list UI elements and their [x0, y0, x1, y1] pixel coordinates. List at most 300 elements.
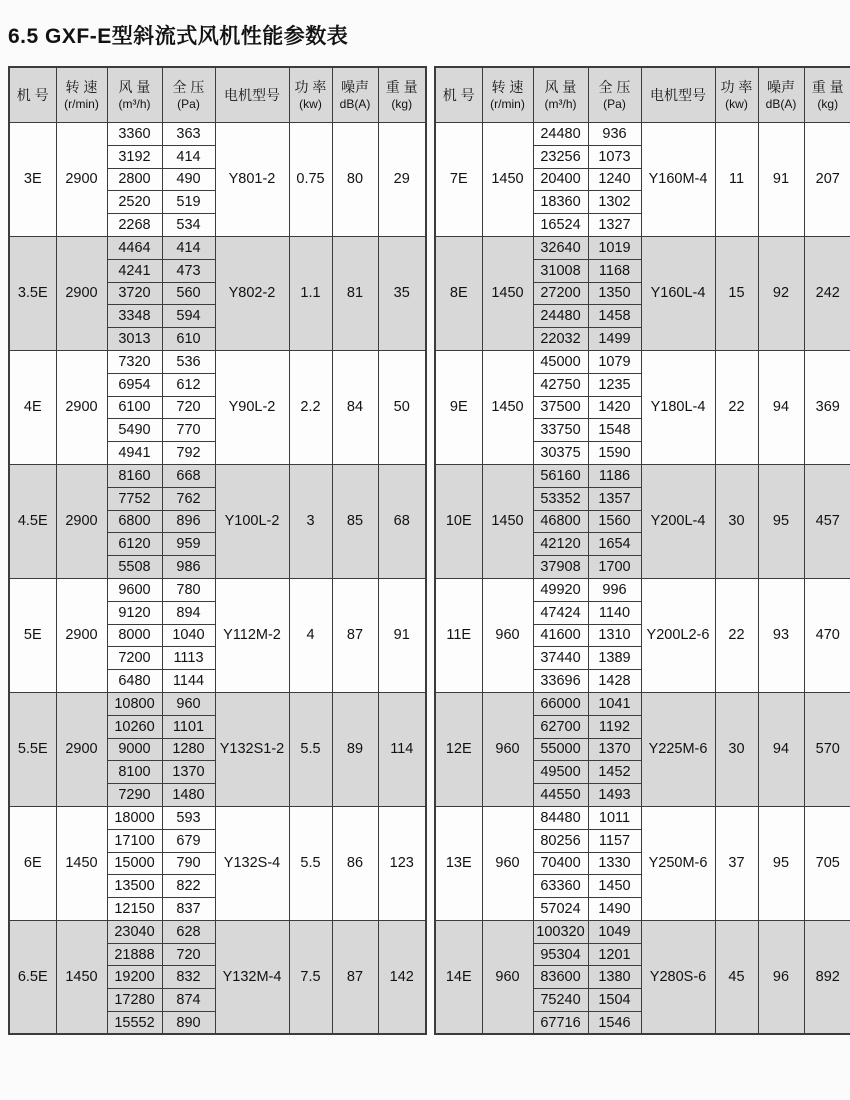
airflow-cell: 53352 — [533, 487, 588, 510]
motor-cell: Y160L-4 — [641, 236, 715, 350]
airflow-cell: 22032 — [533, 328, 588, 351]
speed-cell: 1450 — [482, 350, 533, 464]
weight-cell: 457 — [804, 464, 850, 578]
model-cell: 6.5E — [9, 920, 56, 1034]
airflow-cell: 9120 — [107, 601, 162, 624]
column-label: 重 量 — [385, 78, 418, 95]
motor-cell: Y802-2 — [215, 236, 289, 350]
table-header — [435, 67, 850, 123]
motor-cell: Y200L-4 — [641, 464, 715, 578]
airflow-cell: 49500 — [533, 761, 588, 784]
pressure-cell: 1144 — [162, 670, 215, 693]
noise-cell: 96 — [758, 920, 804, 1034]
fan-data-row — [435, 350, 850, 373]
airflow-cell: 4464 — [107, 236, 162, 259]
pressure-cell: 519 — [162, 191, 215, 214]
pressure-cell: 792 — [162, 442, 215, 465]
noise-cell: 95 — [758, 806, 804, 920]
column-label: 噪声 — [341, 78, 369, 95]
fan-performance-table-right — [434, 66, 850, 1035]
pressure-cell: 1049 — [588, 920, 641, 943]
pressure-cell: 668 — [162, 464, 215, 487]
model-cell: 14E — [435, 920, 482, 1034]
airflow-cell: 2268 — [107, 214, 162, 237]
fan-data-row — [435, 123, 850, 146]
airflow-cell: 62700 — [533, 715, 588, 738]
airflow-cell: 10800 — [107, 692, 162, 715]
pressure-cell: 1330 — [588, 852, 641, 875]
noise-cell: 92 — [758, 236, 804, 350]
column-label: 重 量 — [811, 78, 844, 95]
column-label: 全 压 — [172, 78, 205, 95]
pressure-cell: 1168 — [588, 259, 641, 282]
airflow-cell: 37500 — [533, 396, 588, 419]
pressure-cell: 936 — [588, 123, 641, 146]
pressure-cell: 593 — [162, 806, 215, 829]
airflow-cell: 6954 — [107, 373, 162, 396]
column-header-noise — [758, 67, 804, 123]
pressure-cell: 594 — [162, 305, 215, 328]
column-header-power — [289, 67, 332, 123]
airflow-cell: 55000 — [533, 738, 588, 761]
column-header-airflow — [533, 67, 588, 123]
airflow-cell: 9600 — [107, 578, 162, 601]
noise-cell: 87 — [332, 920, 378, 1034]
column-unit: (r/min) — [490, 96, 525, 111]
speed-cell: 1450 — [482, 236, 533, 350]
weight-cell: 369 — [804, 350, 850, 464]
airflow-cell: 12150 — [107, 898, 162, 921]
pressure-cell: 1380 — [588, 966, 641, 989]
airflow-cell: 37440 — [533, 647, 588, 670]
fan-performance-table-left — [8, 66, 427, 1035]
motor-cell: Y112M-2 — [215, 578, 289, 692]
column-unit: (m³/h) — [118, 96, 151, 111]
airflow-cell: 37908 — [533, 556, 588, 579]
pressure-cell: 1499 — [588, 328, 641, 351]
pressure-cell: 628 — [162, 920, 215, 943]
fan-data-row — [9, 578, 426, 601]
airflow-cell: 6120 — [107, 533, 162, 556]
pressure-cell: 960 — [162, 692, 215, 715]
power-cell: 3 — [289, 464, 332, 578]
weight-cell: 892 — [804, 920, 850, 1034]
column-label: 电机型号 — [650, 86, 706, 103]
fan-data-row — [435, 578, 850, 601]
pressure-cell: 414 — [162, 236, 215, 259]
weight-cell: 91 — [378, 578, 426, 692]
noise-cell: 94 — [758, 350, 804, 464]
airflow-cell: 41600 — [533, 624, 588, 647]
airflow-cell: 3192 — [107, 145, 162, 168]
fan-data-row — [435, 692, 850, 715]
pressure-cell: 996 — [588, 578, 641, 601]
pressure-cell: 1041 — [588, 692, 641, 715]
airflow-cell: 18360 — [533, 191, 588, 214]
weight-cell: 123 — [378, 806, 426, 920]
fan-data-row — [435, 464, 850, 487]
column-header-speed — [56, 67, 107, 123]
airflow-cell: 70400 — [533, 852, 588, 875]
pressure-cell: 890 — [162, 1012, 215, 1035]
airflow-cell: 30375 — [533, 442, 588, 465]
motor-cell: Y160M-4 — [641, 123, 715, 237]
page-title: 6.5 GXF-E型斜流式风机性能参数表 — [8, 25, 349, 48]
airflow-cell: 80256 — [533, 829, 588, 852]
model-cell: 13E — [435, 806, 482, 920]
column-header-model — [9, 67, 56, 123]
pressure-cell: 1370 — [162, 761, 215, 784]
weight-cell: 207 — [804, 123, 850, 237]
power-cell: 1.1 — [289, 236, 332, 350]
fan-data-row — [9, 806, 426, 829]
column-header-motor — [641, 67, 715, 123]
power-cell: 45 — [715, 920, 758, 1034]
column-header-airflow — [107, 67, 162, 123]
power-cell: 22 — [715, 350, 758, 464]
pressure-cell: 1280 — [162, 738, 215, 761]
airflow-cell: 17280 — [107, 989, 162, 1012]
pressure-cell: 894 — [162, 601, 215, 624]
airflow-cell: 3360 — [107, 123, 162, 146]
pressure-cell: 1450 — [588, 875, 641, 898]
speed-cell: 960 — [482, 692, 533, 806]
airflow-cell: 4241 — [107, 259, 162, 282]
airflow-cell: 19200 — [107, 966, 162, 989]
pressure-cell: 363 — [162, 123, 215, 146]
airflow-cell: 8000 — [107, 624, 162, 647]
column-unit: (kg) — [817, 96, 839, 111]
speed-cell: 1450 — [56, 806, 107, 920]
column-header-speed — [482, 67, 533, 123]
fan-data-row — [9, 692, 426, 715]
pressure-cell: 1157 — [588, 829, 641, 852]
pressure-cell: 1357 — [588, 487, 641, 510]
column-unit: dB(A) — [765, 96, 797, 111]
pressure-cell: 1113 — [162, 647, 215, 670]
column-unit: (kw) — [725, 96, 748, 111]
model-cell: 9E — [435, 350, 482, 464]
column-label: 功 率 — [720, 78, 753, 95]
weight-cell: 142 — [378, 920, 426, 1034]
airflow-cell: 3720 — [107, 282, 162, 305]
airflow-cell: 15552 — [107, 1012, 162, 1035]
airflow-cell: 4941 — [107, 442, 162, 465]
column-unit: (kg) — [391, 96, 413, 111]
noise-cell: 87 — [332, 578, 378, 692]
airflow-cell: 13500 — [107, 875, 162, 898]
pressure-cell: 1370 — [588, 738, 641, 761]
airflow-cell: 32640 — [533, 236, 588, 259]
pressure-cell: 770 — [162, 419, 215, 442]
column-label: 电机型号 — [224, 86, 280, 103]
airflow-cell: 31008 — [533, 259, 588, 282]
airflow-cell: 2520 — [107, 191, 162, 214]
airflow-cell: 75240 — [533, 989, 588, 1012]
airflow-cell: 33696 — [533, 670, 588, 693]
column-header-noise — [332, 67, 378, 123]
airflow-cell: 47424 — [533, 601, 588, 624]
airflow-cell: 16524 — [533, 214, 588, 237]
column-unit: (m³/h) — [544, 96, 577, 111]
power-cell: 0.75 — [289, 123, 332, 237]
fan-data-row — [9, 123, 426, 146]
pressure-cell: 959 — [162, 533, 215, 556]
power-cell: 15 — [715, 236, 758, 350]
pressure-cell: 1490 — [588, 898, 641, 921]
airflow-cell: 8100 — [107, 761, 162, 784]
pressure-cell: 1192 — [588, 715, 641, 738]
airflow-cell: 21888 — [107, 943, 162, 966]
airflow-cell: 67716 — [533, 1012, 588, 1035]
noise-cell: 91 — [758, 123, 804, 237]
column-label: 风 量 — [118, 78, 151, 95]
column-unit: (Pa) — [603, 96, 626, 111]
airflow-cell: 6800 — [107, 510, 162, 533]
noise-cell: 95 — [758, 464, 804, 578]
motor-cell: Y801-2 — [215, 123, 289, 237]
pressure-cell: 832 — [162, 966, 215, 989]
airflow-cell: 42120 — [533, 533, 588, 556]
weight-cell: 29 — [378, 123, 426, 237]
motor-cell: Y180L-4 — [641, 350, 715, 464]
column-header-model — [435, 67, 482, 123]
pressure-cell: 1654 — [588, 533, 641, 556]
motor-cell: Y100L-2 — [215, 464, 289, 578]
model-cell: 6E — [9, 806, 56, 920]
model-cell: 4.5E — [9, 464, 56, 578]
motor-cell: Y250M-6 — [641, 806, 715, 920]
pressure-cell: 1235 — [588, 373, 641, 396]
pressure-cell: 1140 — [588, 601, 641, 624]
pressure-cell: 610 — [162, 328, 215, 351]
airflow-cell: 66000 — [533, 692, 588, 715]
pressure-cell: 837 — [162, 898, 215, 921]
fan-data-row — [9, 464, 426, 487]
speed-cell: 2900 — [56, 464, 107, 578]
pressure-cell: 1327 — [588, 214, 641, 237]
pressure-cell: 1011 — [588, 806, 641, 829]
speed-cell: 1450 — [482, 464, 533, 578]
motor-cell: Y225M-6 — [641, 692, 715, 806]
model-cell: 12E — [435, 692, 482, 806]
pressure-cell: 490 — [162, 168, 215, 191]
tables-container — [8, 66, 842, 1035]
pressure-cell: 414 — [162, 145, 215, 168]
pressure-cell: 1458 — [588, 305, 641, 328]
power-cell: 11 — [715, 123, 758, 237]
power-cell: 30 — [715, 464, 758, 578]
motor-cell: Y90L-2 — [215, 350, 289, 464]
airflow-cell: 10260 — [107, 715, 162, 738]
weight-cell: 50 — [378, 350, 426, 464]
weight-cell: 242 — [804, 236, 850, 350]
pressure-cell: 612 — [162, 373, 215, 396]
power-cell: 37 — [715, 806, 758, 920]
pressure-cell: 1201 — [588, 943, 641, 966]
weight-cell: 35 — [378, 236, 426, 350]
airflow-cell: 5490 — [107, 419, 162, 442]
fan-data-row — [9, 920, 426, 943]
airflow-cell: 8160 — [107, 464, 162, 487]
speed-cell: 2900 — [56, 236, 107, 350]
pressure-cell: 1590 — [588, 442, 641, 465]
pressure-cell: 896 — [162, 510, 215, 533]
power-cell: 5.5 — [289, 692, 332, 806]
pressure-cell: 1101 — [162, 715, 215, 738]
model-cell: 3E — [9, 123, 56, 237]
motor-cell: Y280S-6 — [641, 920, 715, 1034]
fan-data-row — [435, 920, 850, 943]
pressure-cell: 1389 — [588, 647, 641, 670]
column-label: 风 量 — [544, 78, 577, 95]
airflow-cell: 63360 — [533, 875, 588, 898]
weight-cell: 705 — [804, 806, 850, 920]
pressure-cell: 720 — [162, 396, 215, 419]
pressure-cell: 1504 — [588, 989, 641, 1012]
column-label: 机 号 — [442, 86, 475, 103]
pressure-cell: 1350 — [588, 282, 641, 305]
pressure-cell: 1548 — [588, 419, 641, 442]
model-cell: 3.5E — [9, 236, 56, 350]
airflow-cell: 5508 — [107, 556, 162, 579]
fan-data-row — [9, 236, 426, 259]
model-cell: 5.5E — [9, 692, 56, 806]
column-unit: (Pa) — [177, 96, 200, 111]
model-cell: 8E — [435, 236, 482, 350]
column-label: 噪声 — [767, 78, 795, 95]
motor-cell: Y132S-4 — [215, 806, 289, 920]
pressure-cell: 822 — [162, 875, 215, 898]
column-header-power — [715, 67, 758, 123]
pressure-cell: 1310 — [588, 624, 641, 647]
speed-cell: 960 — [482, 806, 533, 920]
model-cell: 11E — [435, 578, 482, 692]
airflow-cell: 84480 — [533, 806, 588, 829]
airflow-cell: 95304 — [533, 943, 588, 966]
weight-cell: 470 — [804, 578, 850, 692]
pressure-cell: 874 — [162, 989, 215, 1012]
pressure-cell: 1186 — [588, 464, 641, 487]
motor-cell: Y200L2-6 — [641, 578, 715, 692]
column-header-weight — [804, 67, 850, 123]
pressure-cell: 790 — [162, 852, 215, 875]
speed-cell: 960 — [482, 920, 533, 1034]
airflow-cell: 46800 — [533, 510, 588, 533]
speed-cell: 960 — [482, 578, 533, 692]
pressure-cell: 1079 — [588, 350, 641, 373]
motor-cell: Y132S1-2 — [215, 692, 289, 806]
speed-cell: 2900 — [56, 350, 107, 464]
airflow-cell: 6100 — [107, 396, 162, 419]
pressure-cell: 1428 — [588, 670, 641, 693]
pressure-cell: 1560 — [588, 510, 641, 533]
airflow-cell: 18000 — [107, 806, 162, 829]
motor-cell: Y132M-4 — [215, 920, 289, 1034]
noise-cell: 85 — [332, 464, 378, 578]
pressure-cell: 780 — [162, 578, 215, 601]
airflow-cell: 24480 — [533, 305, 588, 328]
airflow-cell: 100320 — [533, 920, 588, 943]
pressure-cell: 1452 — [588, 761, 641, 784]
airflow-cell: 57024 — [533, 898, 588, 921]
pressure-cell: 1240 — [588, 168, 641, 191]
speed-cell: 2900 — [56, 578, 107, 692]
fan-data-row — [9, 350, 426, 373]
airflow-cell: 49920 — [533, 578, 588, 601]
pressure-cell: 1019 — [588, 236, 641, 259]
power-cell: 5.5 — [289, 806, 332, 920]
pressure-cell: 1040 — [162, 624, 215, 647]
airflow-cell: 7752 — [107, 487, 162, 510]
fan-data-row — [435, 236, 850, 259]
airflow-cell: 7290 — [107, 784, 162, 807]
airflow-cell: 27200 — [533, 282, 588, 305]
table-header — [9, 67, 426, 123]
airflow-cell: 33750 — [533, 419, 588, 442]
power-cell: 2.2 — [289, 350, 332, 464]
pressure-cell: 986 — [162, 556, 215, 579]
column-label: 转 速 — [65, 78, 98, 95]
pressure-cell: 1700 — [588, 556, 641, 579]
speed-cell: 2900 — [56, 692, 107, 806]
speed-cell: 1450 — [482, 123, 533, 237]
airflow-cell: 2800 — [107, 168, 162, 191]
column-unit: dB(A) — [339, 96, 371, 111]
airflow-cell: 17100 — [107, 829, 162, 852]
airflow-cell: 15000 — [107, 852, 162, 875]
column-unit: (r/min) — [64, 96, 99, 111]
airflow-cell: 83600 — [533, 966, 588, 989]
airflow-cell: 7200 — [107, 647, 162, 670]
column-label: 机 号 — [16, 86, 49, 103]
airflow-cell: 3013 — [107, 328, 162, 351]
power-cell: 22 — [715, 578, 758, 692]
noise-cell: 93 — [758, 578, 804, 692]
airflow-cell: 42750 — [533, 373, 588, 396]
column-header-pressure — [588, 67, 641, 123]
pressure-cell: 473 — [162, 259, 215, 282]
noise-cell: 86 — [332, 806, 378, 920]
column-label: 功 率 — [294, 78, 327, 95]
column-header-motor — [215, 67, 289, 123]
noise-cell: 81 — [332, 236, 378, 350]
column-label: 转 速 — [491, 78, 524, 95]
pressure-cell: 720 — [162, 943, 215, 966]
airflow-cell: 7320 — [107, 350, 162, 373]
pressure-cell: 762 — [162, 487, 215, 510]
speed-cell: 2900 — [56, 123, 107, 237]
model-cell: 7E — [435, 123, 482, 237]
pressure-cell: 1073 — [588, 145, 641, 168]
noise-cell: 94 — [758, 692, 804, 806]
model-cell: 10E — [435, 464, 482, 578]
pressure-cell: 534 — [162, 214, 215, 237]
pressure-cell: 1546 — [588, 1012, 641, 1035]
speed-cell: 1450 — [56, 920, 107, 1034]
noise-cell: 89 — [332, 692, 378, 806]
airflow-cell: 3348 — [107, 305, 162, 328]
noise-cell: 80 — [332, 123, 378, 237]
airflow-cell: 23256 — [533, 145, 588, 168]
model-cell: 4E — [9, 350, 56, 464]
pressure-cell: 1420 — [588, 396, 641, 419]
airflow-cell: 20400 — [533, 168, 588, 191]
airflow-cell: 44550 — [533, 784, 588, 807]
column-header-weight — [378, 67, 426, 123]
pressure-cell: 1493 — [588, 784, 641, 807]
weight-cell: 570 — [804, 692, 850, 806]
